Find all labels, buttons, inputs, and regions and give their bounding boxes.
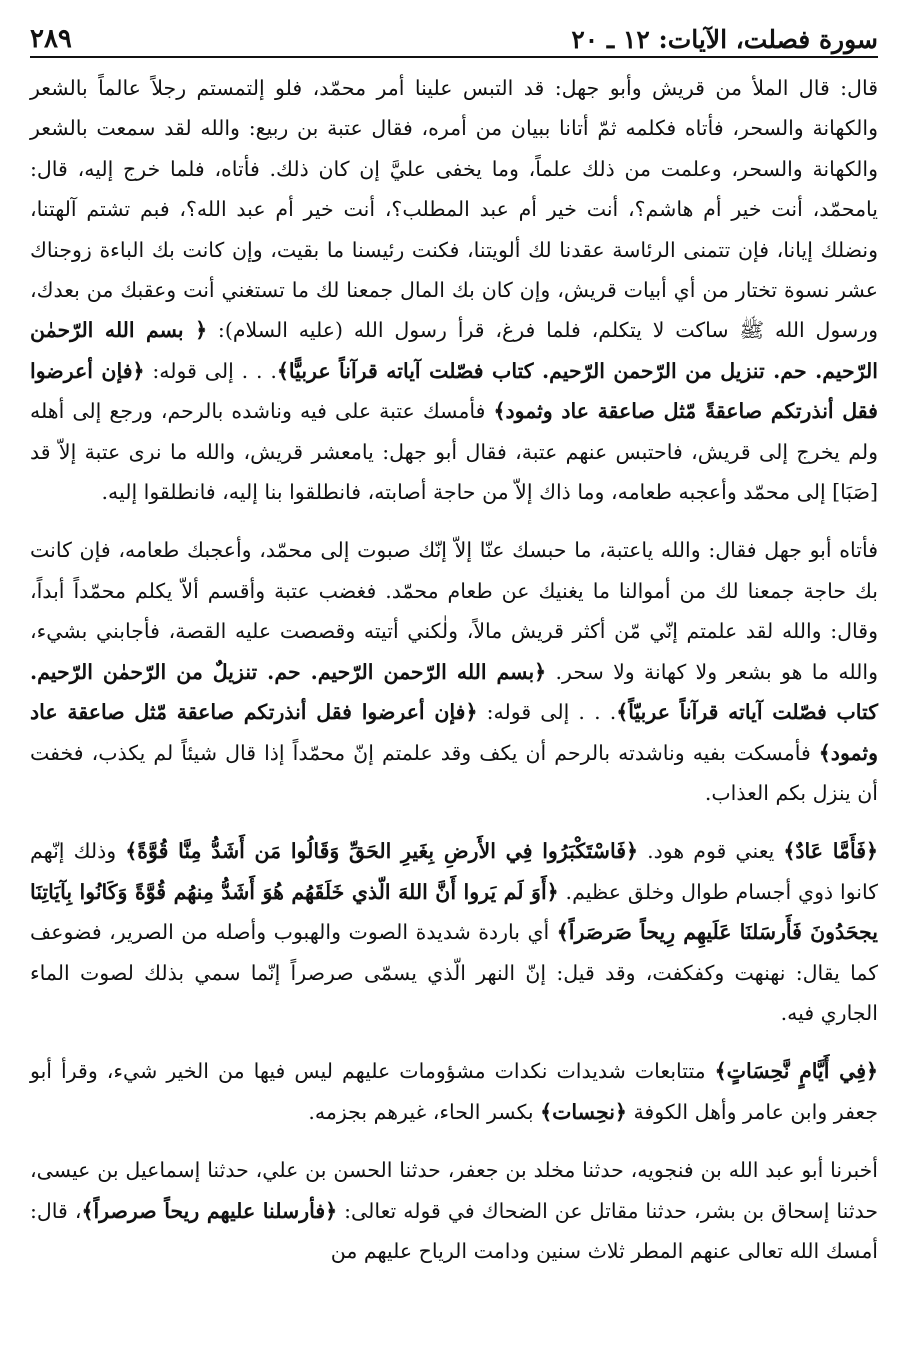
paragraph [30, 831, 878, 1033]
running-title: سورة فصلت، الآيات: ١٢ ـ ٢٠ [571, 25, 878, 54]
text-segment: فأمسكت بفيه وناشدته بالرحم أن يكف وقد علمتم إنّ محمّداً إذا قال شيئاً لم يكذب، فخفت أن ينزل بكم العذاب. [30, 740, 878, 805]
text-segment: فأمسك عتبة على فيه وناشده بالرحم، ورجع إلى أهله ولم يخرج إلى قريش، فاحتبس عنهم عتبة، فقال أبو جهل: يامعشر قريش، والله ما نرى عتبة إلاّ قد [صَبَا] إلى محمّد وأعجبه طعامه، وما ذاك إلاّ من حاجة أصابته، فانطلقوا بنا إليه، فانطلقوا إليه. [30, 399, 878, 505]
text-segment: ، قال: أمسك الله تعالى عنهم المطر ثلاث سنين ودامت الرياح عليهم من [30, 1198, 878, 1263]
quran-quote: ﴿فِي أَيَّامٍ نَّحِسَاتٍ﴾ [714, 1059, 879, 1084]
text-segment: أي باردة شديدة الصوت والهبوب وأصله من الصرير، فضوعف كما يقال: نهنهت وكفكفت، وقد قيل: إنّ النهر الّذي يسمّى صرصراً إنّما سمي بذلك لصوت الماء الجاري فيه. [30, 920, 878, 1025]
quran-quote: ﴿فأرسلنا عليهم ريحاً صرصراً﴾ [81, 1198, 338, 1223]
text-segment: متتابعات شديدات نكدات مشؤومات عليهم ليس فيها من الخير شيء، وقرأ أبو جعفر وابن عامر وأهل الكوفة [30, 1059, 878, 1124]
quran-quote: ﴿فإن أعرضوا فقل أنذرتكم صاعقة مّثل صاعقة عاد وثمود﴾ [30, 700, 878, 765]
text-segment: يعني قوم هود. [638, 839, 784, 864]
quran-quote: ﴿فإن أعرضوا فقل أنذرتكم صاعقةً مّثل صاعقة عاد وثمود﴾ [30, 358, 878, 424]
quran-quote: ﴿بسم الله الرّحمن الرّحيم. حم. تنزيلٌ من الرّحمٰن الرّحيم. كتاب فصّلت آياته قرآناً عربيّاً﴾ [30, 659, 878, 725]
quran-quote: ﴿ بسم الله الرّحمٰن الرّحيم. حم. تنزيل من الرّحمن الرّحيم. كتاب فصّلت آياته قرآناً عربيًّا﴾ [30, 318, 878, 383]
quran-quote: ﴿فَاسْتَكْبَرُوا فِي الأَرضِ بِغَيرِ الحَقِّ وَقَالُوا مَن أَشَدُّ مِنَّا قُوَّةً﴾ [125, 839, 639, 864]
page-number: ٢٨٩ [30, 24, 72, 54]
page-header [30, 14, 878, 58]
paragraph [30, 68, 878, 512]
paragraph [30, 1150, 878, 1271]
quran-quote: ﴿فَأَمَّا عَادٌ﴾ [783, 839, 879, 864]
text-segment: أخبرنا أبو عبد الله بن فنجويه، حدثنا مخلد بن جعفر، حدثنا الحسن بن علي، حدثنا إسماعيل بن عيسى، حدثنا إسحاق بن بشر، حدثنا مقاتل عن الضحاك في قوله تعالى: [30, 1158, 878, 1223]
text-segment: . . . إلى قوله: [477, 700, 617, 725]
text-segment: بكسر الحاء، غيرهم بجزمه. [308, 1099, 541, 1124]
paragraph [30, 530, 878, 813]
text-segment: قال: قال الملأ من قريش وأبو جهل: قد التبس علينا أمر محمّد، فلو إلتمستم رجلاً عالماً بالشعر والكهانة والسحر، فأتاه فكلمه ثمّ أتانا ببيان من أمره، فقال عتبة بن ربيع: والله لقد سمعت بالشعر والكهانة والسحر، وعلمت من ذلك علماً، وما يخفى عليَّ إن كان ذلك. فأتاه، فلما خرج إليه، قال: يامحمّد، أنت خير أم هاشم؟، أنت خير أم عبد المطلب؟، أنت خير أم عبد الله؟، فبم تشتم آلهتنا، ونضلك إيانا، فإن تتمنى الرئاسة عقدنا لك ألويتنا، فكنت رئيسنا ما بقيت، وإن كانت بك الباءة زوجناك عشر نسوة تختار من أي أبيات قريش، وإن كان بك المال جمعنا لك ما تستغني أنت وعقبك من بعدك، ورسول الله ﷺ ساكت لا يتكلم، فلما فرغ، قرأ رسول الله (عليه السلام): [30, 76, 878, 343]
quran-quote: ﴿أَوَ لَم يَروا أَنَّ اللهَ الّذي خَلَقَهُم هُوَ أَشَدُّ مِنهُم قُوَّةً وَكَانُوا بِآيَاتِنَا يجحَدُونَ فَأَرسَلنَا عَلَيهِم رِيحاً صَرصَراً﴾ [30, 879, 878, 945]
text-segment: . . . إلى قوله: [144, 358, 277, 383]
paragraph [30, 1051, 878, 1132]
text-segment: فأتاه أبو جهل فقال: والله ياعتبة، ما حبسك عنّا إلاّ إنّك صبوت إلى محمّد، وأعجبك طعامه، فإن كانت بك حاجة جمعنا لك من أموالنا ما يغنيك عن طعام محمّد. فغضب عتبة وأقسم ألاّ يكلم محمّداً أبداً، وقال: والله لقد علمتم إنّي مّن أكثر قريش مالاً، ولٰكني أتيته وقصصت عليه القصة، فأجابني بشيء، والله ما هو بشعر ولا كهانة ولا سحر. [30, 538, 878, 684]
text-segment: وذلك إنّهم كانوا ذوي أجسام طوال وخلق عظيم. [30, 839, 878, 904]
page-body [30, 68, 878, 1271]
quran-quote: ﴿نحِسات﴾ [540, 1099, 627, 1124]
